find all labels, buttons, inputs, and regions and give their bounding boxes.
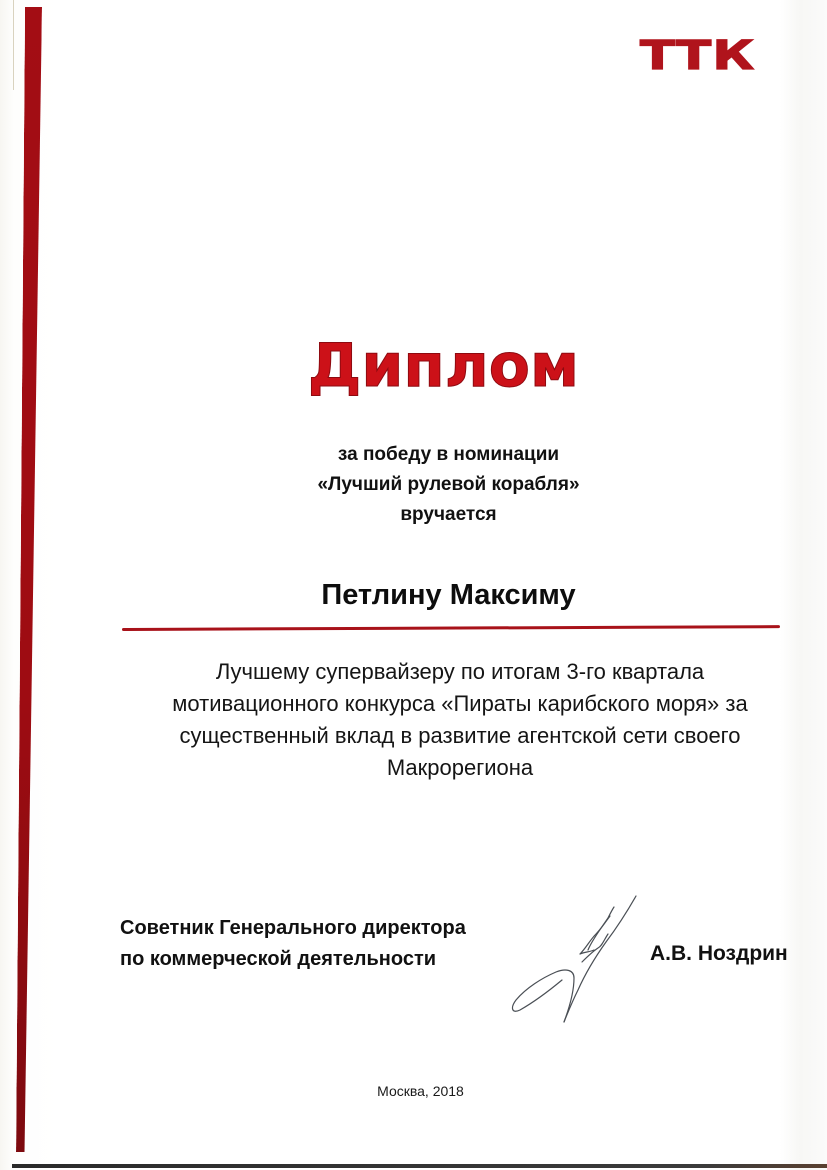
paper-edge-line [13,0,14,90]
nomination-block [0,440,827,530]
recipient-underline [122,625,780,631]
signer-title-line: по коммерческой деятельности [120,948,437,970]
description-line: Лучшему супервайзеру по итогам 3-го квартала [215,659,705,684]
signer-title-line: Советник Генерального директора [120,917,466,939]
signer-title [120,913,466,975]
ttk-logo: ТТК [640,33,756,79]
city-and-year: Москва, 2018 [377,1083,464,1099]
description-line: Макрорегиона [386,755,534,780]
nomination-line: за победу в номинации [337,444,560,465]
diploma-title: Диплом [307,331,580,401]
nomination-line: вручается [400,504,497,525]
signer-name: А.В. Ноздрин [650,942,788,965]
description-line: существенный вклад в развитие агентской сети своего [179,723,741,748]
description-line: мотивационного конкурса «Пираты карибского моря» за [172,691,748,716]
award-description [130,656,790,784]
nomination-name: «Лучший рулевой корабля» [317,474,580,495]
recipient-name: Петлину Максиму [321,579,576,611]
handwritten-signature-icon [500,890,650,1030]
scan-bottom-edge [12,1164,827,1168]
